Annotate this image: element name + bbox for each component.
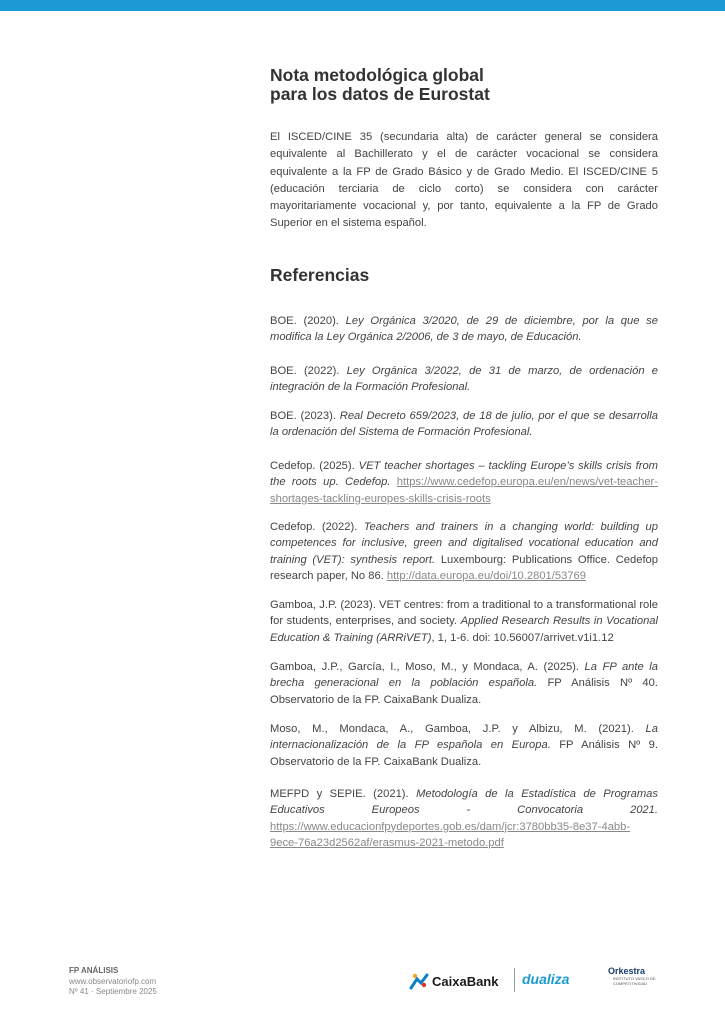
reference-title: Metodología de la Estadística de Programas Educativos Europeos - Convocatoria 2021. <box>270 788 658 817</box>
page-title-line-1: Nota metodológica global <box>270 65 484 85</box>
reference-text: BOE. (2023). <box>270 410 340 422</box>
logo-divider <box>514 968 515 992</box>
reference-title: Applied Research Results in Vocational Education & Training (ARRiVET) <box>270 615 658 644</box>
reference-text: Cedefop. (2025). <box>270 460 359 472</box>
reference-item <box>270 408 658 441</box>
reference-title: VET teacher shortages – tackling Europe’s skills crisis from the roots up. Cedefop. <box>270 460 658 489</box>
reference-item <box>270 458 658 507</box>
reference-item <box>270 313 658 346</box>
reference-text: Moso, M., Mondaca, A., Gamboa, J.P. y Albizu, M. (2021). <box>270 723 646 735</box>
top-accent-bar <box>0 0 725 11</box>
footer-info <box>69 966 157 998</box>
reference-text: Gamboa, J.P., García, I., Moso, M., y Mondaca, A. (2025). <box>270 661 585 673</box>
reference-text: BOE. (2020). <box>270 315 346 327</box>
reference-item <box>270 597 658 646</box>
reference-item <box>270 363 658 396</box>
reference-title: La internacionalización de la FP española en Europa. <box>270 723 658 752</box>
reference-title: Ley Orgánica 3/2020, de 29 de diciembre, por la que se modifica la Ley Orgánica 2/2006, de 3 de mayo, de Educación. <box>270 315 658 344</box>
reference-text: Cedefop. (2022). <box>270 521 364 533</box>
reference-title: Ley Orgánica 3/2022, de 31 de marzo, de ordenación e integración de la Formación Profesional. <box>270 365 658 394</box>
page-title-line-2: para los datos de Eurostat <box>270 84 490 104</box>
reference-text: MEFPD y SEPIE. (2021). <box>270 788 417 800</box>
reference-item <box>270 659 658 708</box>
reference-text: BOE. (2022). <box>270 365 347 377</box>
footer-issue: Nº 41 · Septiembre 2025 <box>69 987 157 996</box>
reference-details: Luxembourg: Publications Office. Cedefop research paper, No 86. <box>270 553 658 583</box>
reference-item <box>270 519 658 585</box>
footer-publication: FP ANÁLISIS <box>69 966 119 975</box>
reference-title: Real Decreto 659/2023, de 18 de julio, por el que se desarrolla la ordenación del Sistema de Formación Profesional. <box>270 410 658 439</box>
reference-link[interactable]: http://data.europa.eu/doi/10.2801/53769 <box>386 570 586 583</box>
reference-text: Gamboa, J.P. (2023). VET centres: from a traditional to a transformational role for students, enterprises, and society. <box>270 599 658 628</box>
reference-link[interactable]: https://www.educacionfpydeportes.gob.es/dam/jcr:3780bb35-8e37-4abb-9ece-76a23d2562af/erasmus-2021-metodo.pdf <box>270 820 631 850</box>
footer-website: www.observatoriofp.com <box>69 976 157 986</box>
caixabank-logo-text: CaixaBank <box>432 973 499 989</box>
page-title <box>270 66 658 104</box>
reference-title: Teachers and trainers in a changing world: building up competences for inclusive, green and digitalised vocational education and training (VET): synthesis report. <box>270 521 658 566</box>
caixabank-star-icon <box>409 971 429 991</box>
reference-details: , 1, 1-6. doi: 10.56007/arrivet.v1i1.12 <box>431 631 614 644</box>
reference-item <box>270 721 658 770</box>
orkestra-logo-text: Orkestra <box>608 966 646 976</box>
orkestra-logo-subtitle: INSTITUTO VASCO DE COMPETITIVIDAD <box>613 976 656 986</box>
reference-title: La FP ante la brecha generacional en la población española. <box>270 661 658 690</box>
reference-item <box>270 786 658 852</box>
references-heading: Referencias <box>270 265 370 285</box>
reference-details: FP Análisis Nº 9. Observatorio de la FP. CaixaBank Dualiza. <box>270 739 658 768</box>
reference-details: FP Análisis Nº 40. Observatorio de la FP. CaixaBank Dualiza. <box>270 677 658 706</box>
dualiza-logo: dualiza <box>522 971 570 987</box>
reference-link[interactable]: https://www.cedefop.europa.eu/en/news/vet-teacher-shortages-tackling-europes-skills-crisis-roots <box>270 476 658 505</box>
orkestra-logo <box>608 966 658 994</box>
methodology-paragraph: El ISCED/CINE 35 (secundaria alta) de carácter general se considera equivalente al Bachillerato y el de carácter vocacional se considera equivalente a la FP de Grado Básico y de Grado Medio. El ISCED/CINE 5 (educación terciaria de ciclo corto) se considera con carácter mayoritariamente vocacional y, por tanto, equivalente a la FP de Grado Superior en el sistema español. <box>270 131 658 230</box>
caixabank-logo <box>409 970 498 992</box>
